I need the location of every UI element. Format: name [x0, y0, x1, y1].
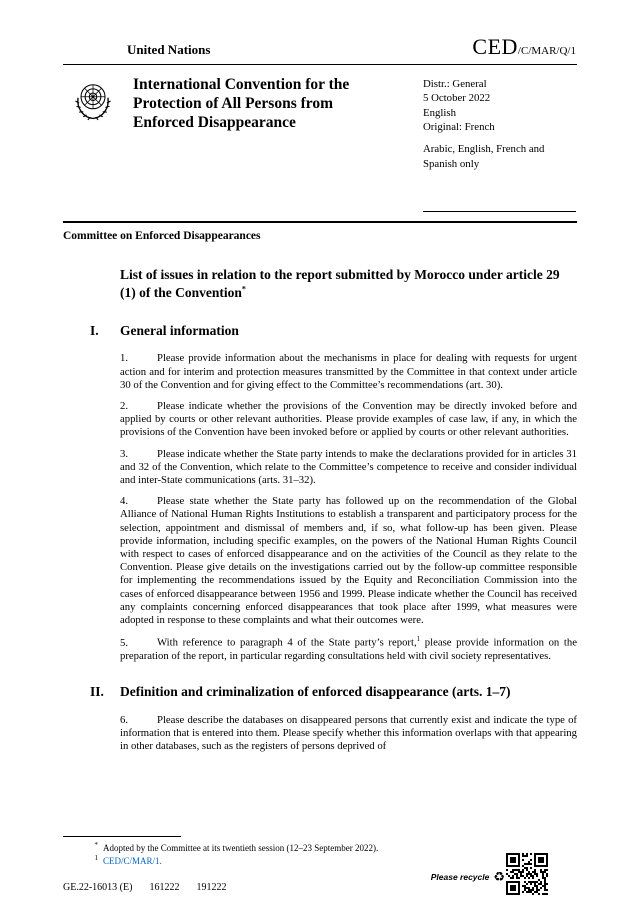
paragraph-2 [120, 400, 577, 440]
paragraph-text: Please provide information about the mechanisms in place for dealing with requests for urgent action and for interim and protection measures transmitted by the Committee in that context under article 30 of the Convention and for giving effect to the Committee’s recommendations (art. 30). [120, 352, 577, 391]
paragraph-number: 2. [120, 399, 129, 412]
section-heading [90, 322, 577, 340]
availability-line: Arabic, English, French and Spanish only [423, 143, 545, 170]
distr-line: Distr.: General [423, 78, 487, 90]
footnotes [88, 836, 548, 868]
header-rule [63, 64, 577, 65]
paragraph-text: Please indicate whether the State party intends to make the declarations provided for in articles 31 and 32 of the Convention, which relate to the Committee’s competence to receive and consider individual and inter-State communications (arts. 31–32). [120, 447, 577, 486]
paragraph-5 [120, 635, 577, 663]
paragraph-number: 6. [120, 713, 129, 726]
recycle-label: Please recycle [430, 871, 490, 882]
footnote-reference-marker: 1 [416, 635, 421, 644]
short-rule [423, 211, 576, 212]
footer-code-1: 161222 [149, 882, 180, 893]
original-language-line: Original: French [423, 121, 495, 134]
paragraph-text: Please indicate whether the provisions of the Convention may be directly invoked before and applied by courts or other relevant authorities. Please provide examples of case law, if any, in which the provisions of the Convention have been invoked before or applied by courts or other relevant authorities. [120, 399, 577, 439]
footnote-asterisk [88, 841, 548, 855]
footnote-text: Adopted by the Committee at its twentieth session (12–23 September 2022). [103, 842, 379, 853]
document-symbol-link[interactable]: CED/C/MAR/1. [103, 856, 162, 867]
paragraph-text: With reference to paragraph 4 of the State party’s report, [157, 636, 417, 649]
recycle-icon: ♻ [493, 869, 505, 884]
convention-title: International Convention for the Protection of All Persons from Enforced Disappearance [133, 76, 350, 132]
paragraph-number: 3. [120, 447, 129, 460]
paragraph-1 [120, 352, 577, 392]
un-emblem-logo [69, 78, 117, 171]
title-footnote-marker: * [241, 284, 246, 294]
qr-code [506, 853, 548, 895]
date-line: 5 October 2022 [423, 92, 491, 105]
doc-symbol-suffix: /C/MAR/Q/1 [517, 45, 576, 57]
footnote-separator [63, 836, 181, 837]
footnote-marker: 1 [94, 854, 98, 863]
section-general-information [90, 322, 577, 663]
doc-symbol-main: CED [472, 34, 518, 59]
document-body [90, 266, 577, 753]
body-rule [63, 221, 577, 223]
please-recycle [431, 870, 505, 883]
footer-reference-line [63, 882, 226, 893]
paragraph-number: 5. [120, 636, 129, 649]
paragraph-text: Please describe the databases on disappeared persons that currently exist and indicate the type of information that is entered into them. Please specify whether this information overlaps with that appearing in other databases, such as the registers of persons deprived of [120, 713, 577, 753]
section-heading-text: General information [120, 322, 239, 338]
doc-symbol [472, 34, 576, 60]
header [0, 0, 640, 62]
document-title [120, 266, 572, 302]
distribution-block [423, 75, 576, 171]
paragraph-number: 4. [120, 495, 129, 508]
paragraph-text: Please state whether the State party has followed up on the recommendation of the Global Alliance of National Human Rights Institutions to establish a transparent and participatory process for the selection, appointment and dismissal of members and, if so, what follow-up has been given. Please provide information, including specific examples, on the powers of the National Human Rights Council with respect to cases of enforced disappearance and on the activities of the Council as they relate to the Convention. Please give details on the investigations carried out by the follow-up committee responsible for implementing the recommendations issued by the Equity and Reconciliation Commission into the cases of enforced disappearance between 1956 and 1999. Please indicate whether the Council has received any complaints concerning enforced disappearances that took place after 1999, what measures were adopted in response to these complaints and what their outcomes were. [120, 495, 577, 626]
section-definition-criminalization [90, 683, 577, 753]
section-numeral: II. [90, 684, 104, 700]
language-line: English [423, 106, 456, 119]
section-heading-text: Definition and criminalization of enforced disappearance (arts. 1–7) [120, 684, 511, 700]
org-name: United Nations [127, 42, 211, 57]
document-title-text: List of issues in relation to the report submitted by Morocco under article 29 (1) of the Convention [120, 267, 560, 300]
paragraph-3 [120, 448, 577, 488]
section-heading [90, 683, 577, 701]
masthead [63, 75, 576, 171]
paragraph-number: 1. [120, 352, 129, 365]
paragraph-4 [120, 495, 577, 627]
committee-name: Committee on Enforced Disappearances [63, 230, 261, 243]
footer-code-2: 191222 [196, 882, 227, 893]
paragraph-text: please provide information on the preparation of the report, in particular regarding consultations held with civil society representatives. [120, 636, 577, 662]
footnote-1 [88, 854, 548, 868]
ge-number: GE.22-16013 (E) [63, 882, 133, 893]
section-numeral: I. [90, 322, 99, 338]
footnote-marker: * [94, 840, 98, 849]
paragraph-6 [120, 714, 577, 754]
